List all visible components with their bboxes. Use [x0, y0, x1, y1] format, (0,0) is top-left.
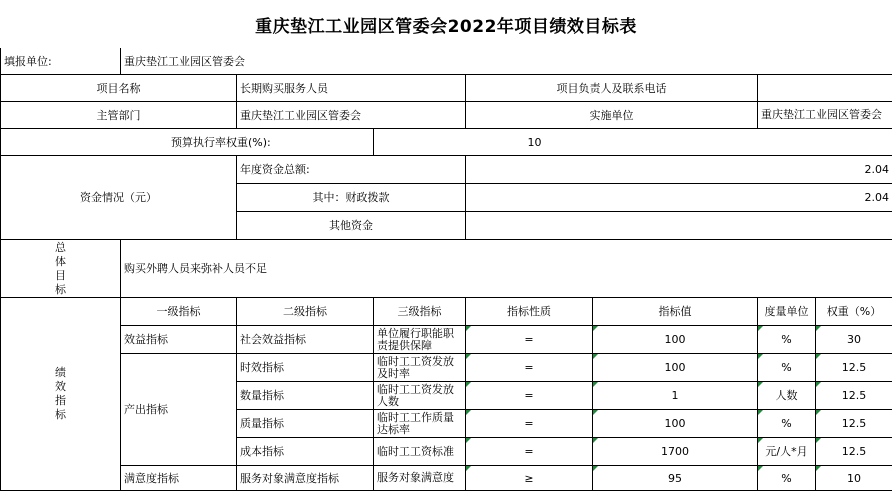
header-weight: 权重（%） [816, 298, 892, 326]
level2-cell: 时效指标 [237, 354, 374, 382]
performance-target-table [0, 48, 892, 491]
level3-cell: 临时工工资发放及时率 [374, 354, 466, 382]
contact-label: 项目负责人及联系电话 [466, 75, 758, 102]
impl-unit-value: 重庆垫江工业园区管委会 [758, 102, 892, 129]
indicators-label: 绩效指标 [1, 298, 121, 491]
value-cell: 95 [593, 466, 758, 491]
level2-cell: 服务对象满意度指标 [237, 466, 374, 491]
level2-cell: 社会效益指标 [237, 326, 374, 354]
header-level2: 二级指标 [237, 298, 374, 326]
level3-cell: 临时工工作质量达标率 [374, 410, 466, 438]
value-cell: 1700 [593, 438, 758, 466]
impl-unit-label: 实施单位 [466, 102, 758, 129]
level3-cell: 服务对象满意度 [374, 466, 466, 491]
level2-cell: 数量指标 [237, 382, 374, 410]
goal-label: 总体目标 [1, 240, 121, 298]
funds-fiscal-value: 2.04 [466, 184, 892, 212]
goal-text: 购买外聘人员来弥补人员不足 [121, 240, 892, 298]
nature-cell: = [466, 410, 593, 438]
level3-cell: 临时工工资标准 [374, 438, 466, 466]
funds-label: 资金情况（元） [1, 156, 237, 240]
header-value: 指标值 [593, 298, 758, 326]
contact-value [758, 75, 892, 102]
level1-satisfaction: 满意度指标 [121, 466, 237, 491]
page-title: 重庆垫江工业园区管委会2022年项目绩效目标表 [255, 16, 637, 37]
header-level3: 三级指标 [374, 298, 466, 326]
level3-cell: 单位履行职能职责提供保障 [374, 326, 466, 354]
unit-cell: 人数 [758, 382, 816, 410]
nature-cell: = [466, 326, 593, 354]
value-cell: 1 [593, 382, 758, 410]
level1-benefit: 效益指标 [121, 326, 237, 354]
funds-total-value: 2.04 [466, 156, 892, 184]
table-row [1, 466, 892, 491]
level3-cell: 临时工工资发放人数 [374, 382, 466, 410]
value-cell: 100 [593, 326, 758, 354]
funds-other-label: 其他资金 [237, 212, 466, 240]
nature-cell: = [466, 354, 593, 382]
nature-cell: = [466, 438, 593, 466]
budget-weight-value: 10 [374, 129, 892, 156]
funds-fiscal-label: 其中：财政拨款 [237, 184, 466, 212]
unit-cell: % [758, 410, 816, 438]
level1-output: 产出指标 [121, 354, 237, 466]
level2-cell: 成本指标 [237, 438, 374, 466]
funds-other-value [466, 212, 892, 240]
value-cell: 100 [593, 354, 758, 382]
unit-cell: % [758, 354, 816, 382]
header-nature: 指标性质 [466, 298, 593, 326]
weight-cell: 10 [816, 466, 892, 491]
unit-cell: 元/人*月 [758, 438, 816, 466]
value-cell: 100 [593, 410, 758, 438]
dept-value: 重庆垫江工业园区管委会 [237, 102, 466, 129]
nature-cell: ≥ [466, 466, 593, 491]
table-row [1, 326, 892, 354]
funds-total-label: 年度资金总额: [237, 156, 466, 184]
unit-cell: % [758, 326, 816, 354]
weight-cell: 30 [816, 326, 892, 354]
weight-cell: 12.5 [816, 438, 892, 466]
header-unit: 度量单位 [758, 298, 816, 326]
weight-cell: 12.5 [816, 354, 892, 382]
weight-cell: 12.5 [816, 382, 892, 410]
unit-value: 重庆垫江工业园区管委会 [121, 49, 892, 75]
nature-cell: = [466, 382, 593, 410]
weight-cell: 12.5 [816, 410, 892, 438]
header-level1: 一级指标 [121, 298, 237, 326]
dept-label: 主管部门 [1, 102, 237, 129]
unit-label: 填报单位: [1, 49, 121, 75]
budget-weight-label: 预算执行率权重(%): [1, 129, 374, 156]
unit-cell: % [758, 466, 816, 491]
project-name-value: 长期购买服务人员 [237, 75, 466, 102]
level2-cell: 质量指标 [237, 410, 374, 438]
project-name-label: 项目名称 [1, 75, 237, 102]
table-row [1, 354, 892, 382]
